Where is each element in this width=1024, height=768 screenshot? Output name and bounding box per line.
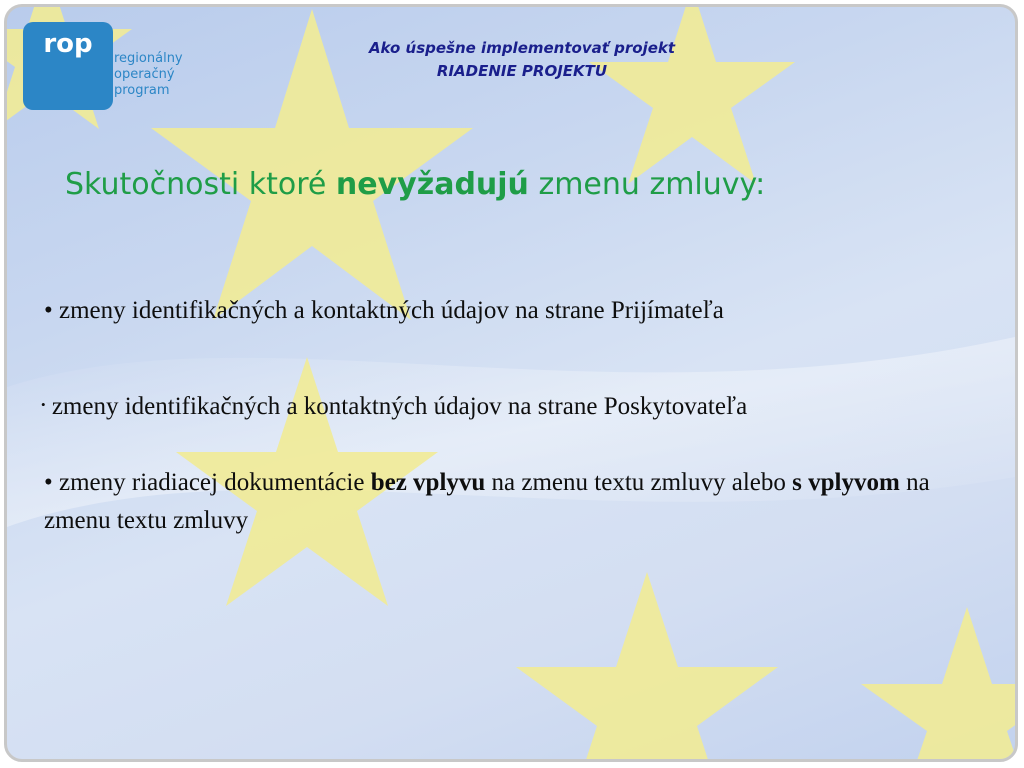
star-shape <box>861 607 1015 759</box>
bullet-text: zmeny identifikačných a kontaktných údajov na strane Poskytovateľa <box>45 393 748 420</box>
bullet-item <box>44 292 724 330</box>
header-subtitle: Ako úspešne implementovať projekt <box>368 39 676 57</box>
slide-title <box>65 167 765 202</box>
title-text: Skutočnosti ktoré <box>65 167 336 202</box>
title-emphasis: nevyžadujú <box>335 167 529 202</box>
svg-text:rop: rop <box>43 29 93 59</box>
logo-line: operačný <box>114 67 175 82</box>
bullet-emphasis: bez vplyvu <box>370 469 486 496</box>
bullet-text: na zmenu textu zmluvy <box>44 469 930 534</box>
slide <box>4 4 1018 762</box>
bullet-marker: • <box>44 469 53 496</box>
eu-flag-background <box>7 7 1015 759</box>
bullet-item <box>44 464 994 540</box>
bullet-marker: • <box>41 397 46 412</box>
star-shape <box>589 7 795 184</box>
logo-line: regionálny <box>114 51 183 66</box>
header-title: RIADENIE PROJEKTU <box>436 62 608 80</box>
bullet-text: zmeny riadiacej dokumentácie <box>52 469 371 496</box>
bullet-text: na zmenu textu zmluvy alebo <box>485 469 793 496</box>
bullet-item <box>41 386 747 426</box>
bullet-text: zmeny identifikačných a kontaktných údajov na strane Prijímateľa <box>52 297 724 324</box>
star-shape <box>516 572 778 759</box>
presentation-header <box>307 37 737 83</box>
logo-line: program <box>114 83 170 98</box>
bullet-marker: • <box>44 297 53 324</box>
logo-wordmark <box>114 51 183 99</box>
rop-logo <box>23 22 113 110</box>
title-text-end: zmenu zmluvy: <box>528 167 766 202</box>
bullet-emphasis: s vplyvom <box>792 469 900 496</box>
